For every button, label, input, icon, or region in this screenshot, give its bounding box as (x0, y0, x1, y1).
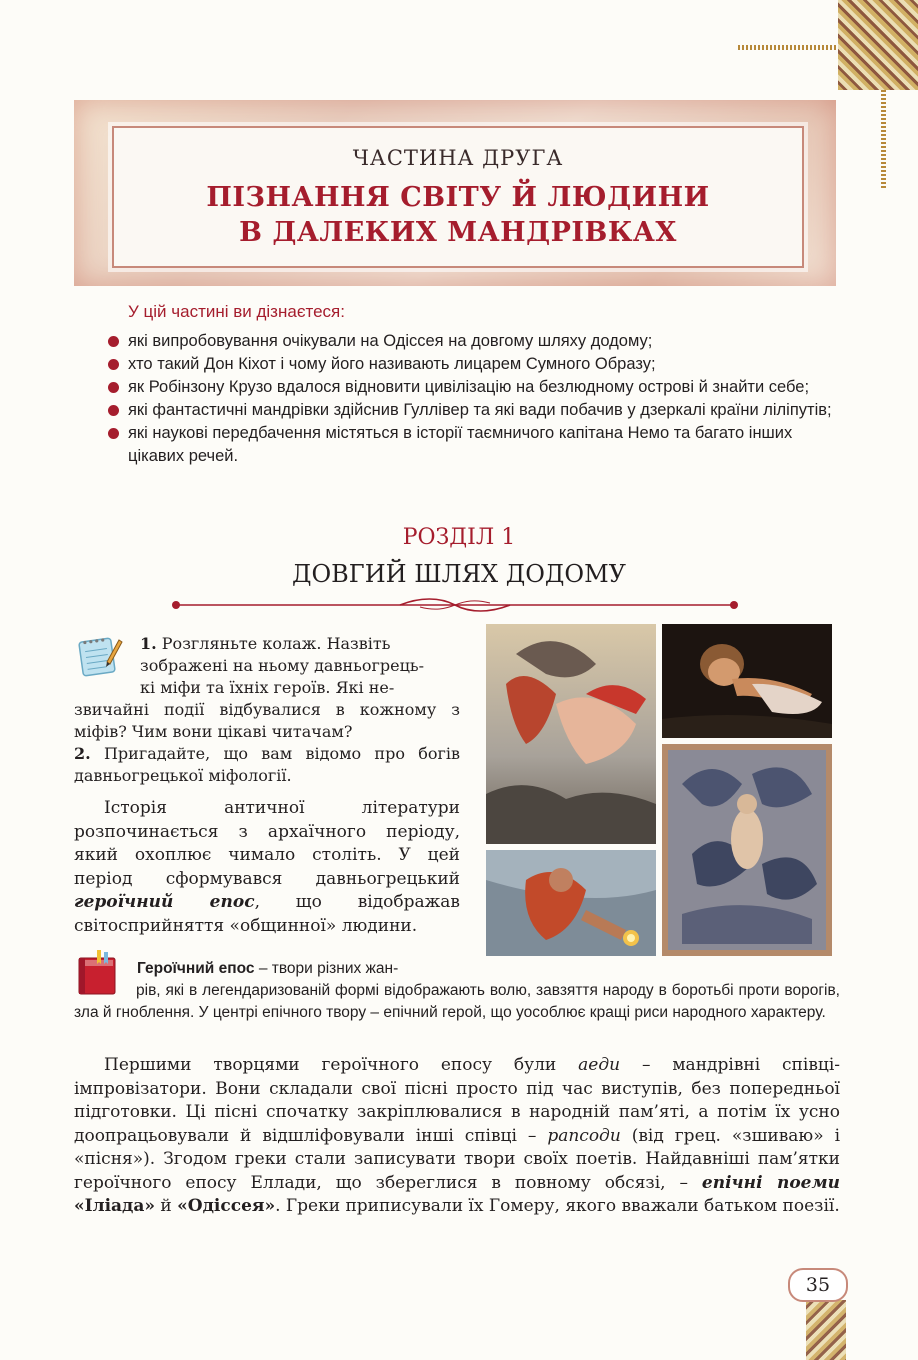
part-title (114, 180, 802, 250)
term-highlight: героїчний епос (74, 892, 255, 912)
task-text: Пригадайте, що вам відомо про богів давньогрецької міфології. (74, 744, 460, 785)
bullet-icon (108, 336, 119, 347)
collage-image-icarus (486, 624, 656, 844)
term-italic: рапсоди (547, 1125, 621, 1146)
paragraph (74, 797, 460, 938)
definition-body: рів, які в легендаризованій формі відображають волю, завзяття народу в боротьбі проти ворогів, зла й гноблення. У центрі епічного твору – епічний герой, що уособлює кращі риси народного характеру. (74, 982, 840, 1021)
ornament-line (738, 45, 838, 50)
section-number: РОЗДІЛ 1 (402, 525, 516, 550)
definition-first-line (137, 958, 467, 980)
list-item (108, 422, 842, 468)
task-number: 1. (140, 634, 157, 653)
task-text: Розгляньте колаж. Назвіть (156, 634, 391, 653)
list-item-text: які фантастичні мандрівки здійснив Гуллівер та які вади побачив у дзеркалі країни ліліпутів; (128, 401, 832, 419)
title-odyssey: «Одіссея» (177, 1196, 276, 1216)
task-1-rest: звичайні події відбувалися в кожному з міфів? Чим вони цікаві читачам? (74, 700, 460, 741)
paragraph-text: , що відображав світосприйняття «общинної» людини. (74, 892, 460, 936)
paragraph (74, 1054, 840, 1219)
list-item (108, 376, 842, 399)
part-title-line: ПІЗНАННЯ СВІТУ Й ЛЮДИНИ (206, 182, 710, 213)
bullet-icon (108, 405, 119, 416)
paragraph-text: Історія античної літератури розпочинається з архаїчного періоду, який охоплює чимало століть. У цей період сформувався давньогрецький (74, 798, 460, 889)
paragraph-text: Першими творцями героїчного епосу були (104, 1055, 579, 1075)
part-title-line: В ДАЛЕКИХ МАНДРІВКАХ (239, 217, 677, 248)
paragraph-text: . Греки приписували їх Гомеру, якого вважали батьком поезії. (275, 1196, 840, 1216)
collage-image-prometheus (486, 850, 656, 956)
task-1-line (140, 633, 460, 655)
notepad-icon (77, 632, 123, 678)
collage-image-hydra (662, 744, 832, 956)
list-item (108, 353, 842, 376)
title-iliad: «Іліада» (74, 1196, 156, 1216)
task-1-line: кі міфи та їхніх героїв. Які не- (140, 678, 395, 697)
list-item-text: які наукові передбачення містяться в історії таємничого капітана Немо та багато інших цікавих речей. (128, 424, 793, 465)
section-title: ДОВГИЙ ШЛЯХ ДОДОМУ (291, 560, 626, 588)
list-item (108, 330, 842, 353)
intro-heading: У цій частині ви дізнаєтеся: (128, 302, 345, 321)
ornamental-divider (170, 595, 740, 615)
list-item-text: хто такий Дон Кіхот і чому його називають лицарем Сумного Образу; (128, 355, 656, 373)
task-2 (74, 743, 460, 787)
paragraph-text: й (155, 1196, 178, 1216)
bullet-icon (108, 359, 119, 370)
task-1-line: зображені на ньому давньогрець- (140, 656, 424, 675)
paragraph-text: (від грец. «зшиваю» і «пісня»). Згодом греки стали записувати твори своїх поетів. Найдавніші пам’ятки героїчного епосу Еллади, що збереглися в повному обсязі, – (74, 1125, 841, 1193)
ornament-line (881, 90, 886, 190)
intro-list (108, 330, 842, 468)
bullet-icon (108, 428, 119, 439)
bottom-ornament (806, 1300, 846, 1360)
paragraph-text: – мандрівні співці-імпровізатори. Вони складали свої пісні просто під час виступів, без попередньої підготовки. Ці пісні спочатку закріплювалися в народній пам’яті, а потім їх усно доопрацьовували й відшліфовували інші співці – (74, 1055, 841, 1146)
task-number: 2. (74, 744, 91, 763)
page-number: 35 (788, 1268, 848, 1302)
list-item (108, 399, 842, 422)
corner-ornament (838, 0, 918, 90)
list-item-text: які випробовування очікували на Одіссея на довгому шляху додому; (128, 332, 653, 350)
term-highlight: епічні поеми (701, 1172, 840, 1193)
definition-term: Героїчний епос (137, 960, 255, 977)
term-italic: аеди (578, 1055, 621, 1075)
bullet-icon (108, 382, 119, 393)
header-frame (112, 126, 804, 268)
part-label: ЧАСТИНА ДРУГА (352, 146, 564, 170)
definition-text: – твори різних жан- (254, 960, 399, 977)
collage-image-narcissus (662, 624, 832, 738)
list-item-text: як Робінзону Крузо вдалося відновити цивілізацію на безлюдному острові й знайти себе; (128, 378, 810, 396)
